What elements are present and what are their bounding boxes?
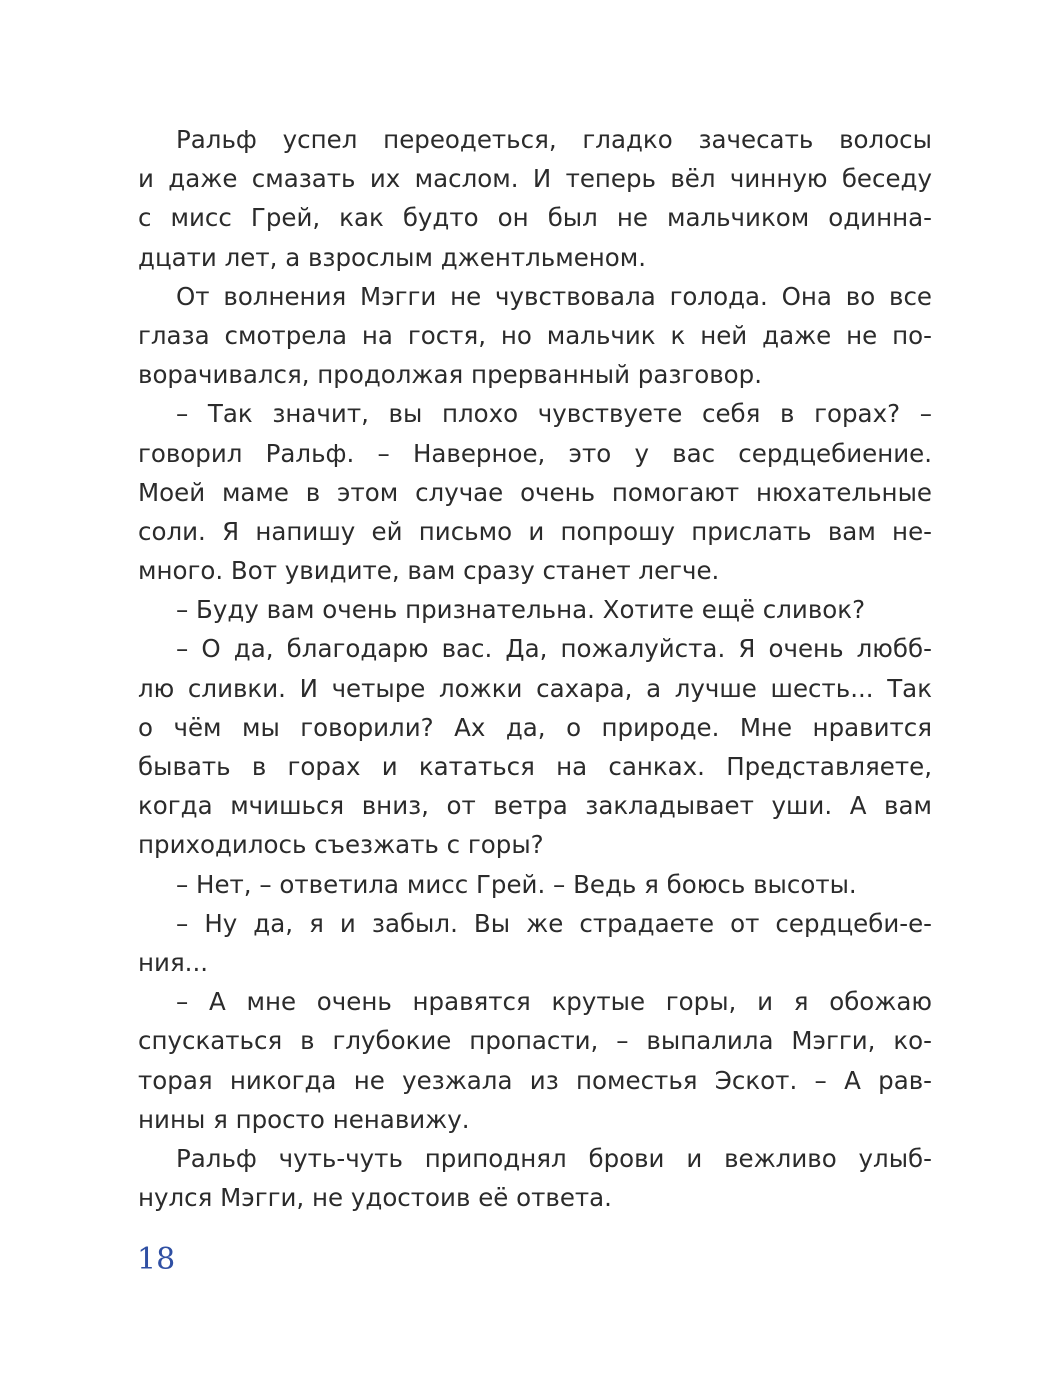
text-line: – Так значит, вы плохо чувствуете себя в горах? – [176, 399, 932, 429]
text-line: – Буду вам очень признательна. Хотите ещё сливок? [176, 595, 866, 625]
text-line: и даже смазать их маслом. И теперь вёл чинную беседу [138, 164, 932, 194]
text-line: глаза смотрела на гостя, но мальчик к ней даже не по- [138, 320, 932, 350]
text-line: соли. Я напишу ей письмо и попрошу прислать вам не- [138, 516, 932, 546]
text-line: ворачивался, продолжая прерванный разговор. [138, 360, 763, 390]
body-text [138, 120, 932, 1217]
text-line: лю сливки. И четыре ложки сахара, а лучше шесть... Так [138, 673, 932, 703]
text-line: нулся Мэгги, не удостоив её ответа. [138, 1183, 612, 1213]
text-line: спускаться в глубокие пропасти, – выпалила Мэгги, ко- [138, 1026, 932, 1056]
text-line: говорил Ральф. – Наверное, это у вас сердцебиение. [138, 438, 932, 468]
page-number: 18 [137, 1242, 176, 1277]
text-line: Ральф чуть-чуть приподнял брови и вежливо улыб- [176, 1143, 932, 1173]
text-line: Ральф успел переодеться, гладко зачесать волосы [176, 125, 932, 154]
text-line: когда мчишься вниз, от ветра закладывает уши. А вам [138, 791, 932, 821]
text-line: много. Вот увидите, вам сразу станет легче. [138, 556, 720, 586]
text-line: ния... [138, 947, 209, 977]
text-line: – А мне очень нравятся крутые горы, и я обожаю [176, 987, 932, 1017]
text-line: Моей маме в этом случае очень помогают нюхательные [138, 477, 932, 507]
text-line: нины я просто ненавижу. [138, 1104, 470, 1134]
text-line: – Нет, – ответила мисс Грей. – Ведь я боюсь высоты. [176, 869, 857, 899]
text-line: дцати лет, а взрослым джентльменом. [138, 242, 647, 272]
text-line: приходилось съезжать с горы? [138, 830, 544, 860]
text-line: о чём мы говорили? Ах да, о природе. Мне нравится [138, 712, 932, 742]
text-line: – Ну да, я и забыл. Вы же страдаете от сердцеби-е- [176, 908, 932, 938]
text-line: бывать в горах и кататься на санках. Представляете, [138, 752, 932, 781]
text-line: От волнения Мэгги не чувствовала голода. Она во все [176, 281, 932, 311]
text-line: торая никогда не уезжала из поместья Эскот. – А рав- [138, 1065, 932, 1095]
text-line: – О да, благодарю вас. Да, пожалуйста. Я очень любб- [176, 634, 932, 664]
text-line: с мисс Грей, как будто он был не мальчиком одинна- [138, 203, 932, 233]
